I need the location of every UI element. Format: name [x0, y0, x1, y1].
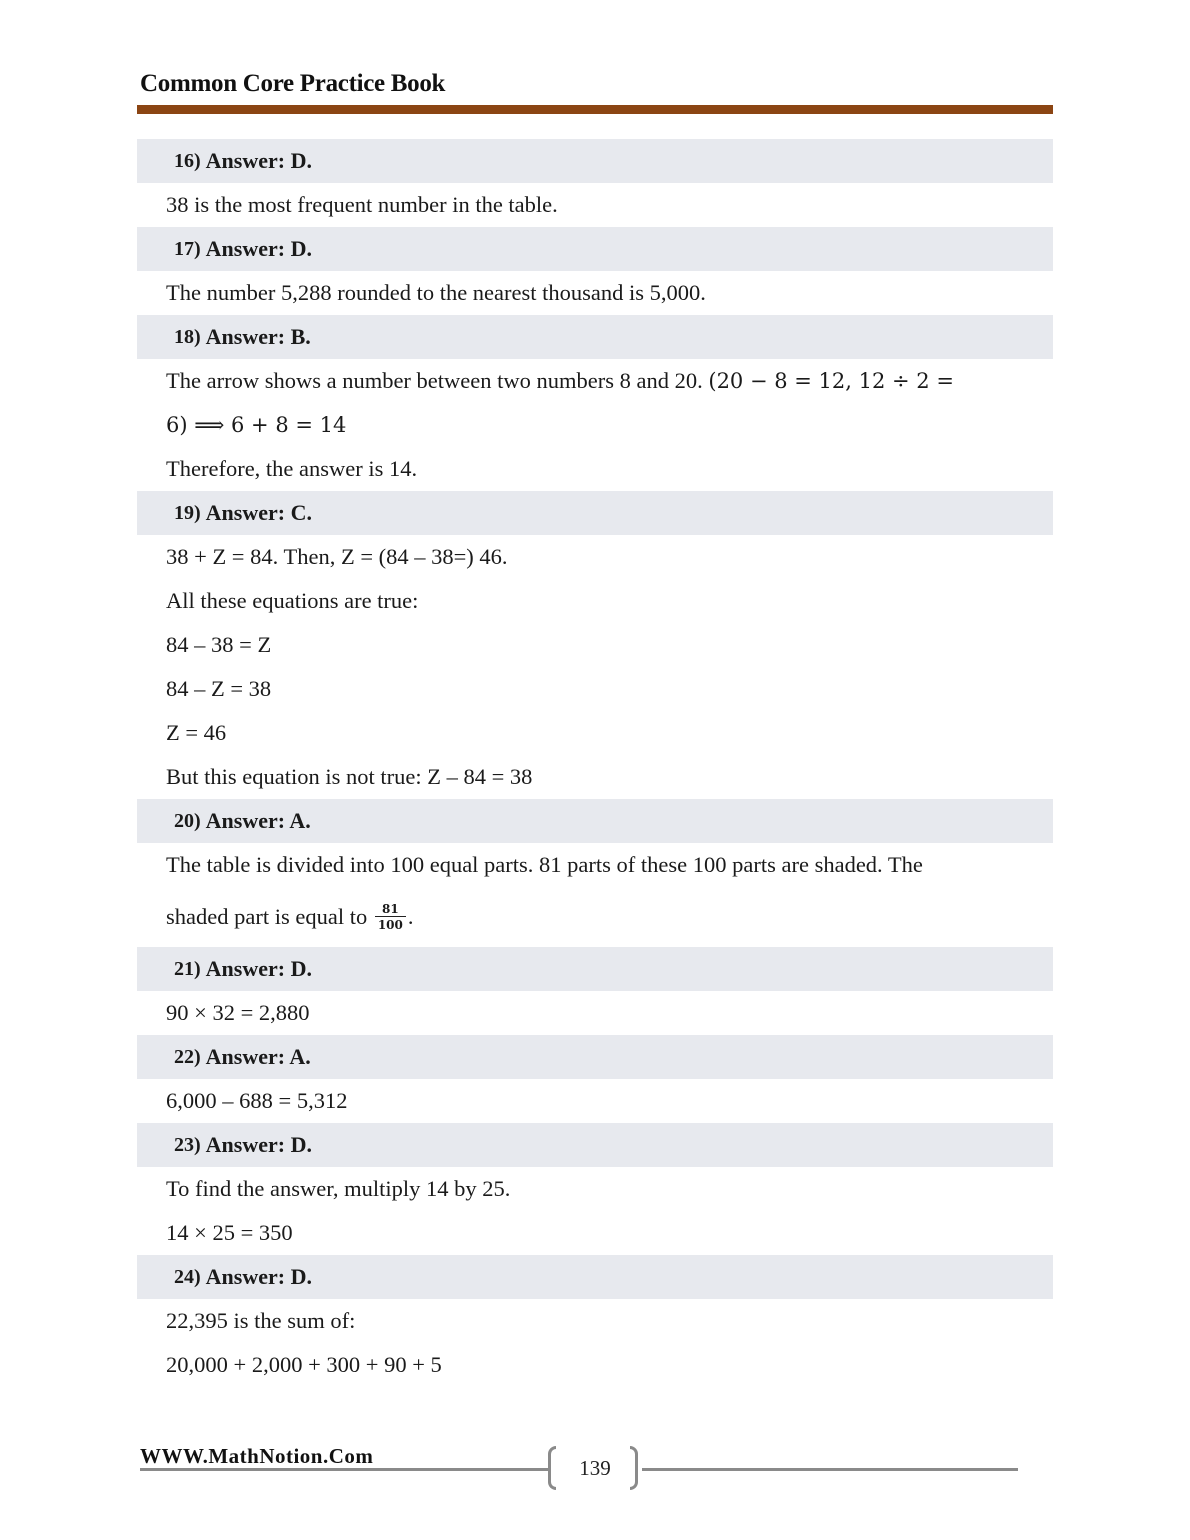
question-number: 16): [174, 149, 201, 172]
question-number: 20): [174, 809, 201, 832]
explanation-line: Z = 46: [166, 720, 227, 745]
explanation-line: The table is divided into 100 equal parts. 81 parts of these 100 parts are shaded. The: [166, 852, 923, 877]
answer-label: Answer: D.: [205, 236, 312, 261]
explanation-line: 84 – 38 = Z: [166, 632, 272, 657]
footer-divider-right: [642, 1468, 1018, 1471]
question-number: 22): [174, 1045, 201, 1068]
explanation-line: 84 – Z = 38: [166, 676, 272, 701]
explanation-line: [137, 887, 1053, 947]
answer-label: Answer: A.: [205, 808, 311, 833]
answer-label: Answer: D.: [205, 148, 312, 173]
answer-header: [137, 139, 1053, 183]
explanation-text: .: [407, 904, 414, 929]
explanation-line: 14 × 25 = 350: [166, 1220, 293, 1245]
question-number: 19): [174, 501, 201, 524]
question-number: 23): [174, 1133, 201, 1156]
question-number: 18): [174, 325, 201, 348]
explanation-line: 38 + Z = 84. Then, Z = (84 – 38=) 46.: [166, 544, 508, 569]
page-header-title: Common Core Practice Book: [140, 70, 446, 97]
explanation-line: 6,000 – 688 = 5,312: [166, 1088, 348, 1113]
answer-header: [137, 799, 1053, 843]
page-bracket-left: [548, 1446, 556, 1490]
explanation-line: All these equations are true:: [166, 588, 419, 613]
explanation-line: 90 × 32 = 2,880: [166, 1000, 310, 1025]
answer-label: Answer: A.: [205, 1044, 311, 1069]
equation: (20 − 8 = 12, 12 ÷ 2 =: [708, 369, 954, 393]
fraction-denominator: 100: [375, 916, 406, 932]
answer-header: [137, 1123, 1053, 1167]
explanation-line: 38 is the most frequent number in the table.: [166, 192, 558, 217]
answer-header: [137, 1255, 1053, 1299]
equation-line: [137, 403, 1053, 447]
explanation-line: Therefore, the answer is 14.: [166, 456, 418, 481]
explanation-line: The number 5,288 rounded to the nearest thousand is 5,000.: [166, 280, 706, 305]
answer-header: [137, 227, 1053, 271]
explanation-line: But this equation is not true: Z – 84 = 38: [166, 764, 533, 789]
explanation-line: To find the answer, multiply 14 by 25.: [166, 1176, 511, 1201]
fraction: [375, 902, 406, 932]
answer-label: Answer: D.: [205, 1132, 312, 1157]
explanation-line: [137, 359, 1053, 403]
equation: 6) ⟹ 6 + 8 = 14: [166, 413, 347, 437]
question-number: 21): [174, 957, 201, 980]
footer-divider-left: [140, 1468, 548, 1471]
header-rule: [137, 105, 1053, 114]
page-bracket-right: [630, 1446, 638, 1490]
answer-header: [137, 947, 1053, 991]
answer-header: [137, 491, 1053, 535]
question-number: 24): [174, 1265, 201, 1288]
answer-header: [137, 315, 1053, 359]
question-number: 17): [174, 237, 201, 260]
answer-content: [137, 139, 1053, 1387]
answer-label: Answer: C.: [205, 500, 312, 525]
footer-website: WWW.MathNotion.Com: [140, 1444, 374, 1468]
answer-label: Answer: D.: [205, 956, 312, 981]
answer-label: Answer: D.: [205, 1264, 312, 1289]
answer-header: [137, 1035, 1053, 1079]
fraction-numerator: 81: [382, 902, 399, 916]
page-number: 139: [579, 1456, 611, 1480]
explanation-text: The arrow shows a number between two numbers 8 and 20.: [166, 368, 709, 393]
explanation-text: shaded part is equal to: [166, 904, 373, 929]
answer-label: Answer: B.: [205, 324, 311, 349]
explanation-line: 20,000 + 2,000 + 300 + 90 + 5: [166, 1352, 442, 1377]
explanation-line: 22,395 is the sum of:: [166, 1308, 356, 1333]
